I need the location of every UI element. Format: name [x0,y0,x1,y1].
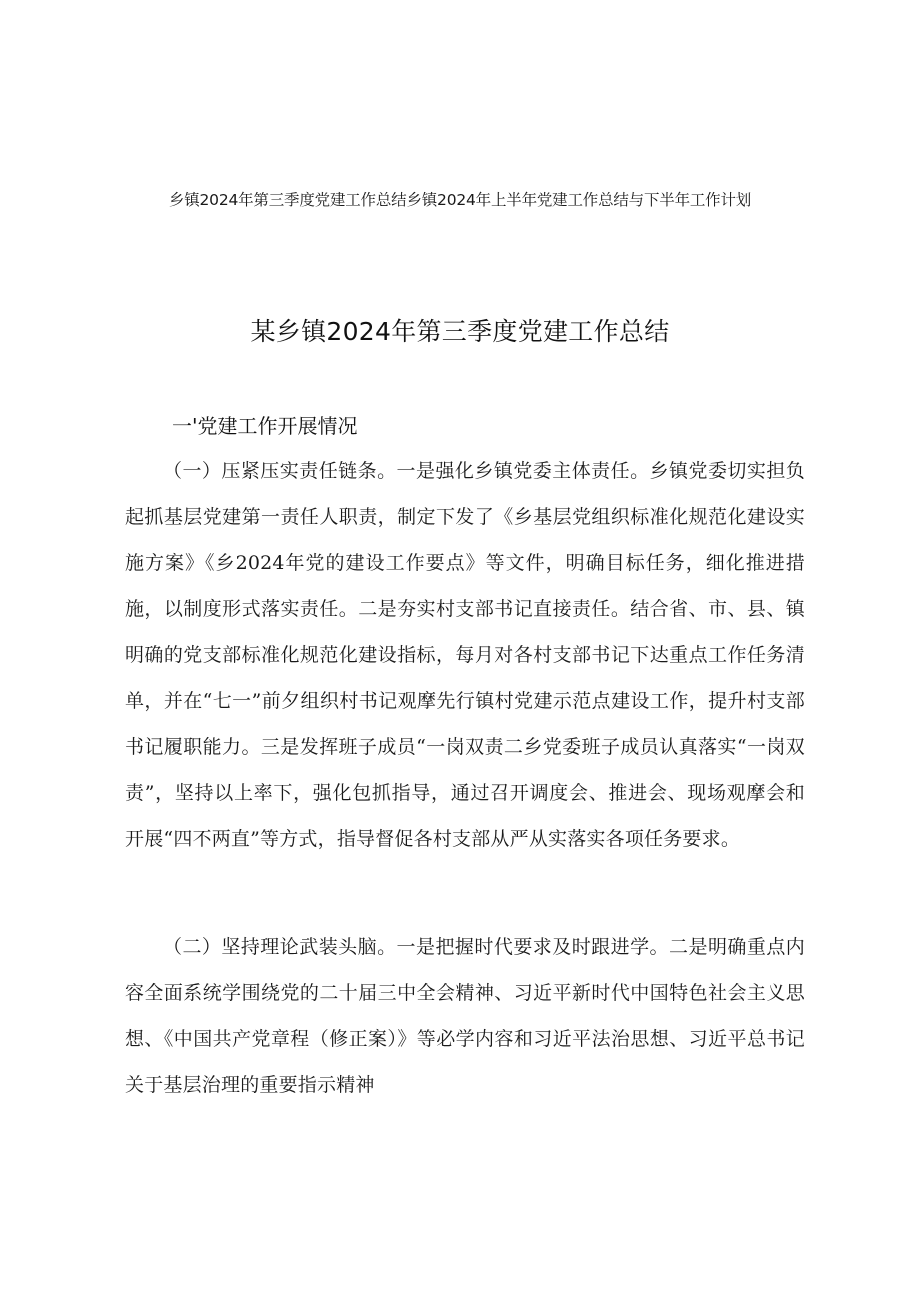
body-paragraph: （一）压紧压实责任链条。一是强化乡镇党委主体责任。乡镇党委切实担负起抓基层党建第一责任人职责，制定下发了《乡基层党组织标准化规范化建设实施方案》《乡2024年党的建设工作要点》等文件，明确目标任务，细化推进措施，以制度形式落实责任。二是夯实村支部书记直接责任。结合省、市、县、镇明确的党支部标准化规范化建设指标，每月对各村支部书记下达重点工作任务清单，并在“七一”前夕组织村书记观摩先行镇村党建示范点建设工作，提升村支部书记履职能力。三是发挥班子成员“一岗双责二乡党委班子成员认真落实“一岗双责”，坚持以上率下，强化包抓指导，通过召开调度会、推进会、现场观摩会和开展“四不两直”等方式，指导督促各村支部从严从实落实各项任务要求。 [125,460,805,850]
paragraph-block-2 [125,924,805,1108]
document-title: 某乡镇2024年第三季度党建工作总结 [250,317,670,346]
document-header-line: 乡镇2024年第三季度党建工作总结乡镇2024年上半年党建工作总结与下半年工作计划 [168,191,752,209]
body-paragraph: （二）坚持理论武装头脑。一是把握时代要求及时跟进学。二是明确重点内容全面系统学围绕党的二十届三中全会精神、习近平新时代中国特色社会主义思想、《中国共产党章程（修正案）》等必学内容和习近平法治思想、习近平总书记关于基层治理的重要指示精神 [125,936,805,1096]
section-heading: 一'党建工作开展情况 [172,414,358,438]
paragraph-block-1 [125,448,805,862]
